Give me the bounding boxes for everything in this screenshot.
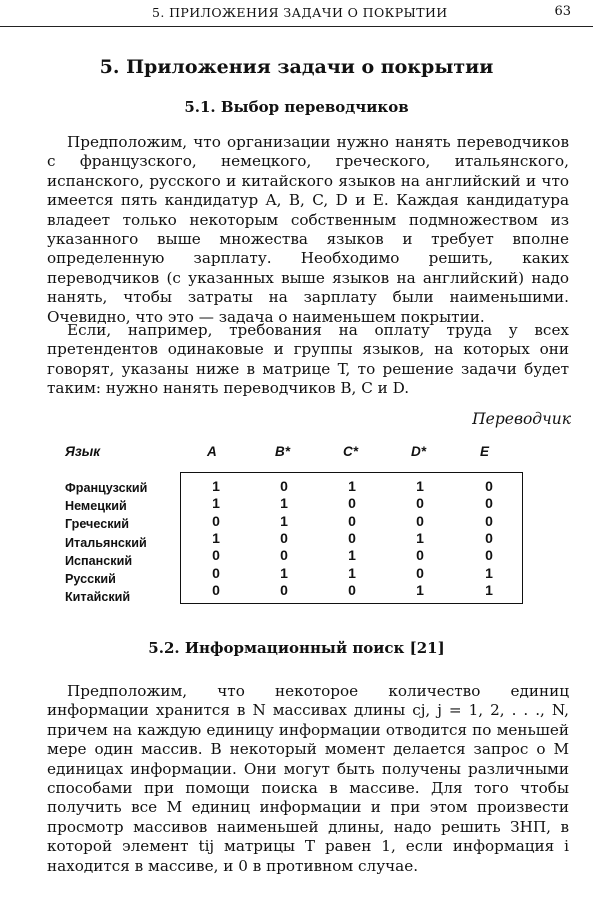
table-row-label: Немецкий bbox=[65, 499, 127, 514]
matrix-cell: 0 bbox=[348, 495, 356, 512]
matrix-cell: 1 bbox=[348, 547, 356, 564]
table-column-header: E bbox=[480, 444, 490, 459]
paragraph-information-retrieval: Предположим, что некоторое количество единиц информации хранится в N массивах длины cj, j = 1, 2, . . ., N, причем на каждую единицу информации отводится по меньшей мере один массив. В некоторый момент делается запрос о M единицах информации. Они могут быть получены различными способами при помощи поиска в массиве. Для того чтобы получить все M единиц информации и при этом произвести просмотр массивов наименьшей длины, надо решить ЗНП, в которой элемент tij матрицы T равен 1, если информация i находится в массиве, и 0 в противном случае. bbox=[47, 682, 569, 875]
matrix-cell: 0 bbox=[485, 547, 493, 564]
matrix-cell: 1 bbox=[485, 564, 493, 581]
matrix-cell: 0 bbox=[485, 512, 493, 529]
table-row-label: Французский bbox=[65, 481, 148, 495]
matrix-cell: 1 bbox=[212, 495, 220, 512]
matrix-T bbox=[180, 472, 523, 604]
page-number: 63 bbox=[554, 4, 571, 19]
table-column-header: B* bbox=[275, 444, 291, 459]
matrix-cell: 0 bbox=[485, 478, 493, 494]
table-column-header: C* bbox=[343, 444, 359, 459]
matrix-cell: 1 bbox=[280, 512, 288, 529]
matrix-cell: 0 bbox=[348, 581, 356, 598]
table-column-header: D* bbox=[411, 444, 427, 459]
matrix-cell: 0 bbox=[280, 478, 288, 494]
running-title: 5. ПРИЛОЖЕНИЯ ЗАДАЧИ О ПОКРЫТИИ bbox=[152, 5, 448, 20]
matrix-cell: 0 bbox=[212, 564, 220, 581]
running-head bbox=[0, 0, 593, 27]
paragraph-translators-intro: Предположим, что организации нужно нанять переводчиков с французского, немецкого, греческого, итальянского, испанского, русского и китайского языков на английский и что имеется пять кандидатур A, B, C, D и E. Каждая кандидатура владеет только некоторым собственным подмножеством из указанного выше множества языков и требует вполне определенную зарплату. Необходимо решить, каких переводчиков (с указанных выше языков на английский) надо нанять, чтобы затраты на зарплату были наименьшими. Очевидно, что это — задача о наименьшем покрытии. bbox=[47, 133, 569, 326]
table-row-label: Китайский bbox=[65, 590, 131, 605]
matrix-cell: 0 bbox=[212, 512, 220, 529]
matrix-cell: 0 bbox=[280, 547, 288, 564]
table-language-column bbox=[65, 479, 147, 606]
matrix-cell: 1 bbox=[212, 529, 220, 546]
matrix-cell: 0 bbox=[348, 529, 356, 546]
matrix-cell: 0 bbox=[416, 564, 424, 581]
matrix-cell: 1 bbox=[416, 581, 424, 598]
matrix-cell: 0 bbox=[416, 495, 424, 512]
matrix-cell: 0 bbox=[280, 581, 288, 598]
matrix-cell: 0 bbox=[348, 512, 356, 529]
matrix-cell: 0 bbox=[416, 512, 424, 529]
chapter-title: 5. Приложения задачи о покрытии bbox=[99, 56, 494, 78]
table-row-header: Язык bbox=[65, 444, 101, 459]
table-row-label: Русский bbox=[65, 572, 116, 587]
matrix-cell: 0 bbox=[212, 547, 220, 564]
table-row-label: Греческий bbox=[65, 517, 129, 532]
matrix-cell: 1 bbox=[280, 495, 288, 512]
matrix-cell: 1 bbox=[212, 478, 220, 494]
section-title-1: 5.1. Выбор переводчиков bbox=[184, 98, 409, 116]
matrix-cell: 0 bbox=[212, 581, 220, 598]
table-row-label: Итальянский bbox=[65, 535, 147, 550]
table-column-header: A bbox=[207, 444, 217, 459]
matrix-cell: 0 bbox=[280, 529, 288, 546]
matrix-cell: 1 bbox=[416, 478, 424, 494]
matrix-cell: 1 bbox=[485, 581, 493, 598]
paragraph-translators-example: Если, например, требования на оплату труда у всех претендентов одинаковые и группы языков, на которых они говорят, указаны ниже в матрице T, то решение задачи будет таким: нужно нанять переводчиков B, C и D. bbox=[47, 321, 569, 398]
matrix-cell: 0 bbox=[416, 547, 424, 564]
section-title-2: 5.2. Информационный поиск [21] bbox=[148, 639, 445, 657]
matrix-cell: 1 bbox=[416, 529, 424, 546]
matrix-cell: 1 bbox=[348, 564, 356, 581]
matrix-cell: 1 bbox=[348, 478, 356, 494]
matrix-cell: 0 bbox=[485, 529, 493, 546]
table-caption: Переводчик bbox=[472, 410, 571, 428]
matrix-cell: 0 bbox=[485, 495, 493, 512]
table-row-label: Испанский bbox=[65, 553, 133, 568]
matrix-cell: 1 bbox=[280, 564, 288, 581]
